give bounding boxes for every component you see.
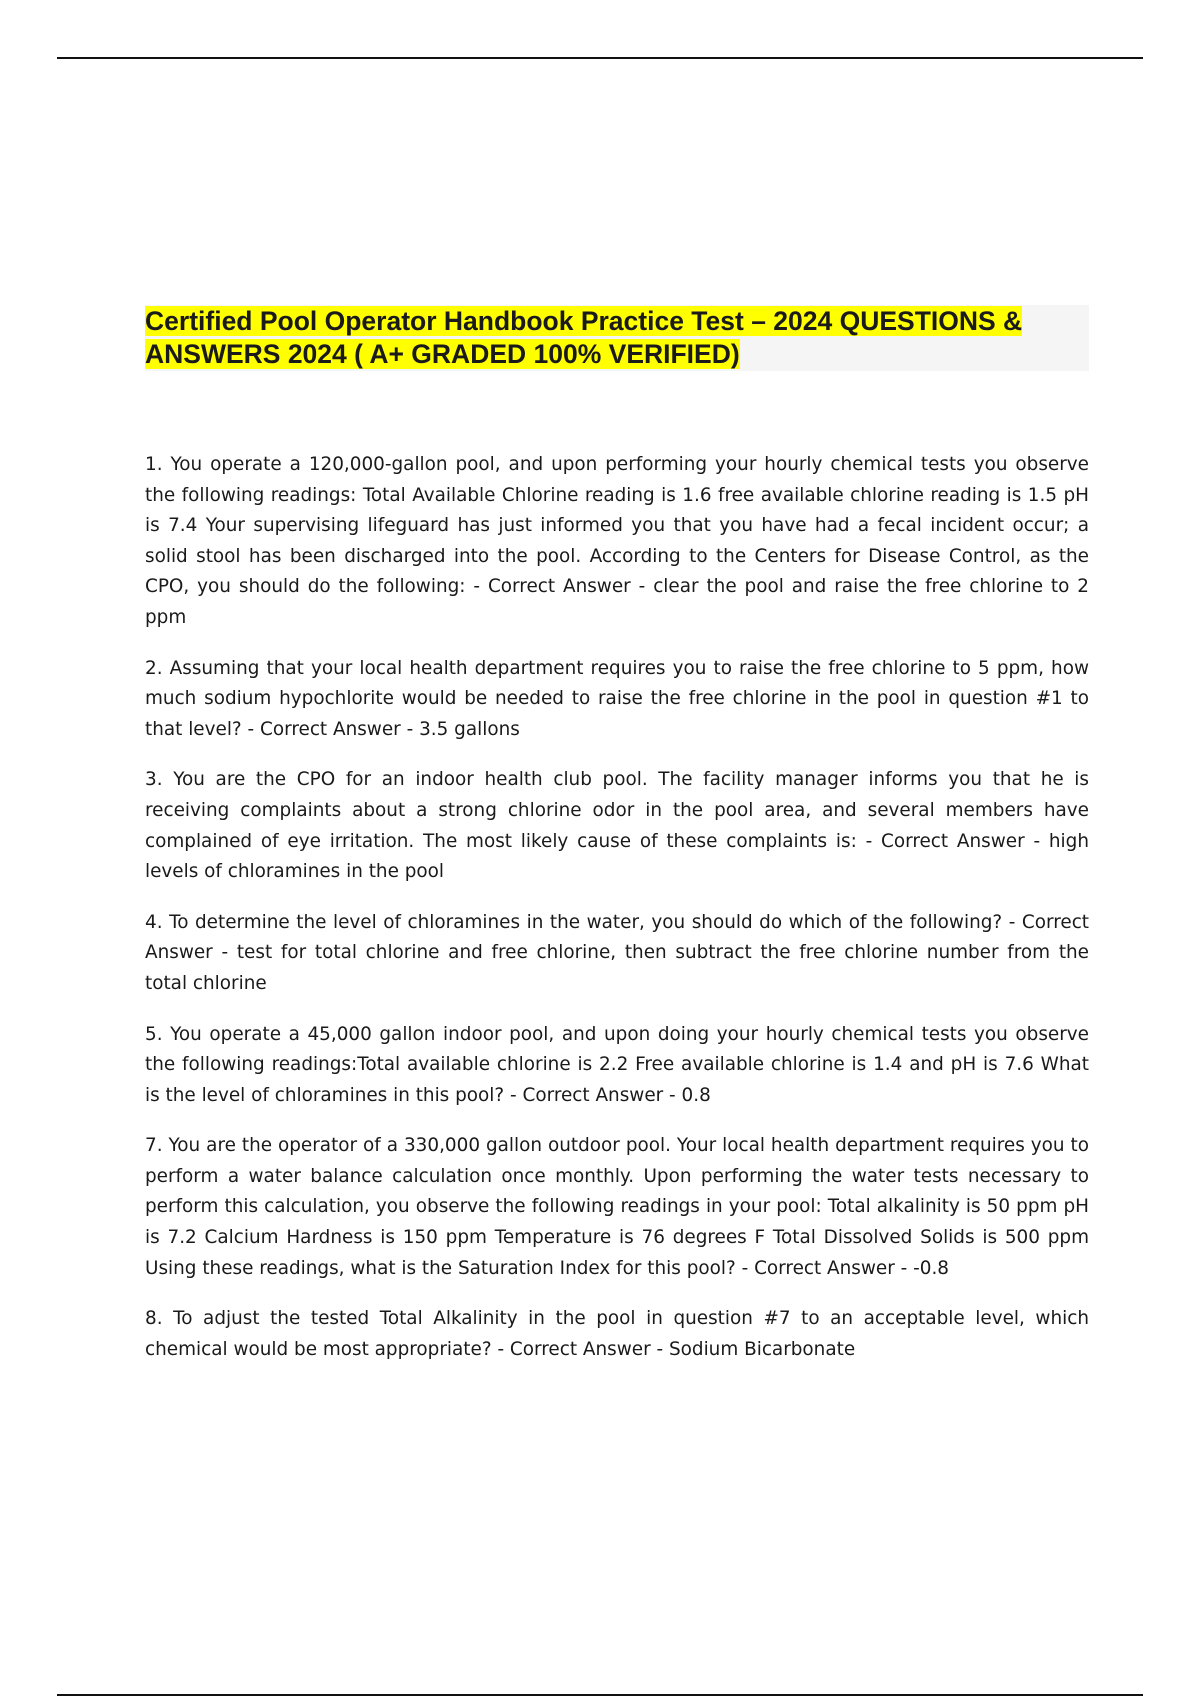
title-block: [145, 305, 1089, 371]
question-text: To adjust the tested Total Alkalinity in the pool in question #7 to an acceptable level, which chemical would be most appropriate?: [145, 1308, 1089, 1360]
answer-label: Correct Answer: [509, 1338, 651, 1360]
answer-separator: -: [650, 1338, 669, 1360]
answer-separator: -: [1002, 911, 1022, 933]
question-text: You are the CPO for an indoor health club pool. The facility manager informs you that he is receiving complaints about a strong chlorine odor in the pool area, and several members have complained of eye irritation. The most likely cause of these complaints is:: [145, 769, 1089, 852]
question-number: 5.: [145, 1023, 163, 1045]
answer-separator: -: [491, 1338, 510, 1360]
answer-separator: -: [856, 830, 881, 852]
question-item: [145, 1020, 1089, 1112]
answer-text: high levels of chloramines in the pool: [145, 830, 1089, 883]
answer-label: Correct Answer: [487, 576, 631, 598]
question-number: 3.: [145, 769, 163, 791]
question-text: You operate a 120,000-gallon pool, and upon performing your hourly chemical tests you observe the following readings: Total Available Chlorine reading is 1.6 free available chlorine reading is 1.5 pH is 7.4 Your supervising lifeguard has just informed you that you have had a fecal incident occur; a solid stool has been discharged into the pool. According to the Centers for Disease Control, as the CPO, you should do the following:: [145, 454, 1089, 598]
answer-label: Correct Answer: [260, 718, 401, 740]
answer-text: 0.8: [681, 1084, 711, 1106]
question-number: 7.: [145, 1135, 163, 1157]
question-text: To determine the level of chloramines in the water, you should do which of the following?: [169, 911, 1003, 933]
answer-separator: -: [894, 1257, 914, 1279]
document-title: [145, 305, 1089, 371]
answer-label: Correct Answer: [522, 1084, 664, 1106]
question-number: 2.: [145, 657, 163, 679]
answer-text: -0.8: [913, 1257, 950, 1279]
top-rule: [57, 57, 1143, 59]
answer-separator: -: [735, 1257, 755, 1279]
answer-separator: -: [663, 1084, 682, 1106]
answer-separator: -: [241, 718, 261, 740]
question-number: 8.: [145, 1308, 163, 1330]
question-item: [145, 450, 1089, 634]
answer-text: clear the pool and raise the free chlorine to 2 ppm: [145, 576, 1089, 628]
answer-separator: -: [212, 942, 237, 964]
question-text: You operate a 45,000 gallon indoor pool, and upon doing your hourly chemical tests you observe the following readings:Total available chlorine is 2.2 Free available chlorine is 1.4 and pH is 7.6 What is the level of chloramines in this pool?: [145, 1023, 1089, 1106]
answer-text: Sodium Bicarbonate: [668, 1338, 856, 1360]
bottom-rule: [57, 1694, 1143, 1696]
answer-separator: -: [400, 718, 420, 740]
document-title-text: Certified Pool Operator Handbook Practice Test – 2024 QUESTIONS & ANSWERS 2024 ( A+ GRADED 100% VERIFIED): [145, 306, 1023, 369]
answer-label: Correct Answer: [754, 1257, 895, 1279]
question-item: [145, 908, 1089, 1000]
answer-text: test for total chlorine and free chlorine, then subtract the free chlorine number from the total chlorine: [145, 942, 1089, 994]
question-item: [145, 1131, 1089, 1284]
answer-text: 3.5 gallons: [419, 718, 520, 740]
question-list: [145, 450, 1089, 1385]
answer-separator: -: [630, 576, 654, 598]
question-text: Assuming that your local health department requires you to raise the free chlorine to 5 ppm, how much sodium hypochlorite would be needed to raise the free chlorine in the pool in question #1 to that level?: [145, 657, 1089, 740]
answer-separator: -: [1024, 830, 1049, 852]
answer-label: Correct Answer: [881, 830, 1025, 852]
question-item: [145, 1304, 1089, 1365]
question-item: [145, 654, 1089, 746]
answer-label: Correct Answer: [145, 911, 1090, 964]
question-number: 1.: [145, 454, 163, 475]
answer-separator: -: [504, 1084, 523, 1106]
question-item: [145, 765, 1089, 887]
question-number: 4.: [145, 911, 163, 933]
question-text: You are the operator of a 330,000 gallon outdoor pool. Your local health department requires you to perform a water balance calculation once monthly. Upon performing the water tests necessary to perform this calculation, you observe the following readings in your pool: Total alkalinity is 50 ppm pH is 7.2 Calcium Hardness is 150 ppm Temperature is 76 degrees F Total Dissolved Solids is 500 ppm Using these readings, what is the Saturation Index for this pool?: [145, 1135, 1089, 1279]
answer-separator: -: [465, 576, 488, 598]
